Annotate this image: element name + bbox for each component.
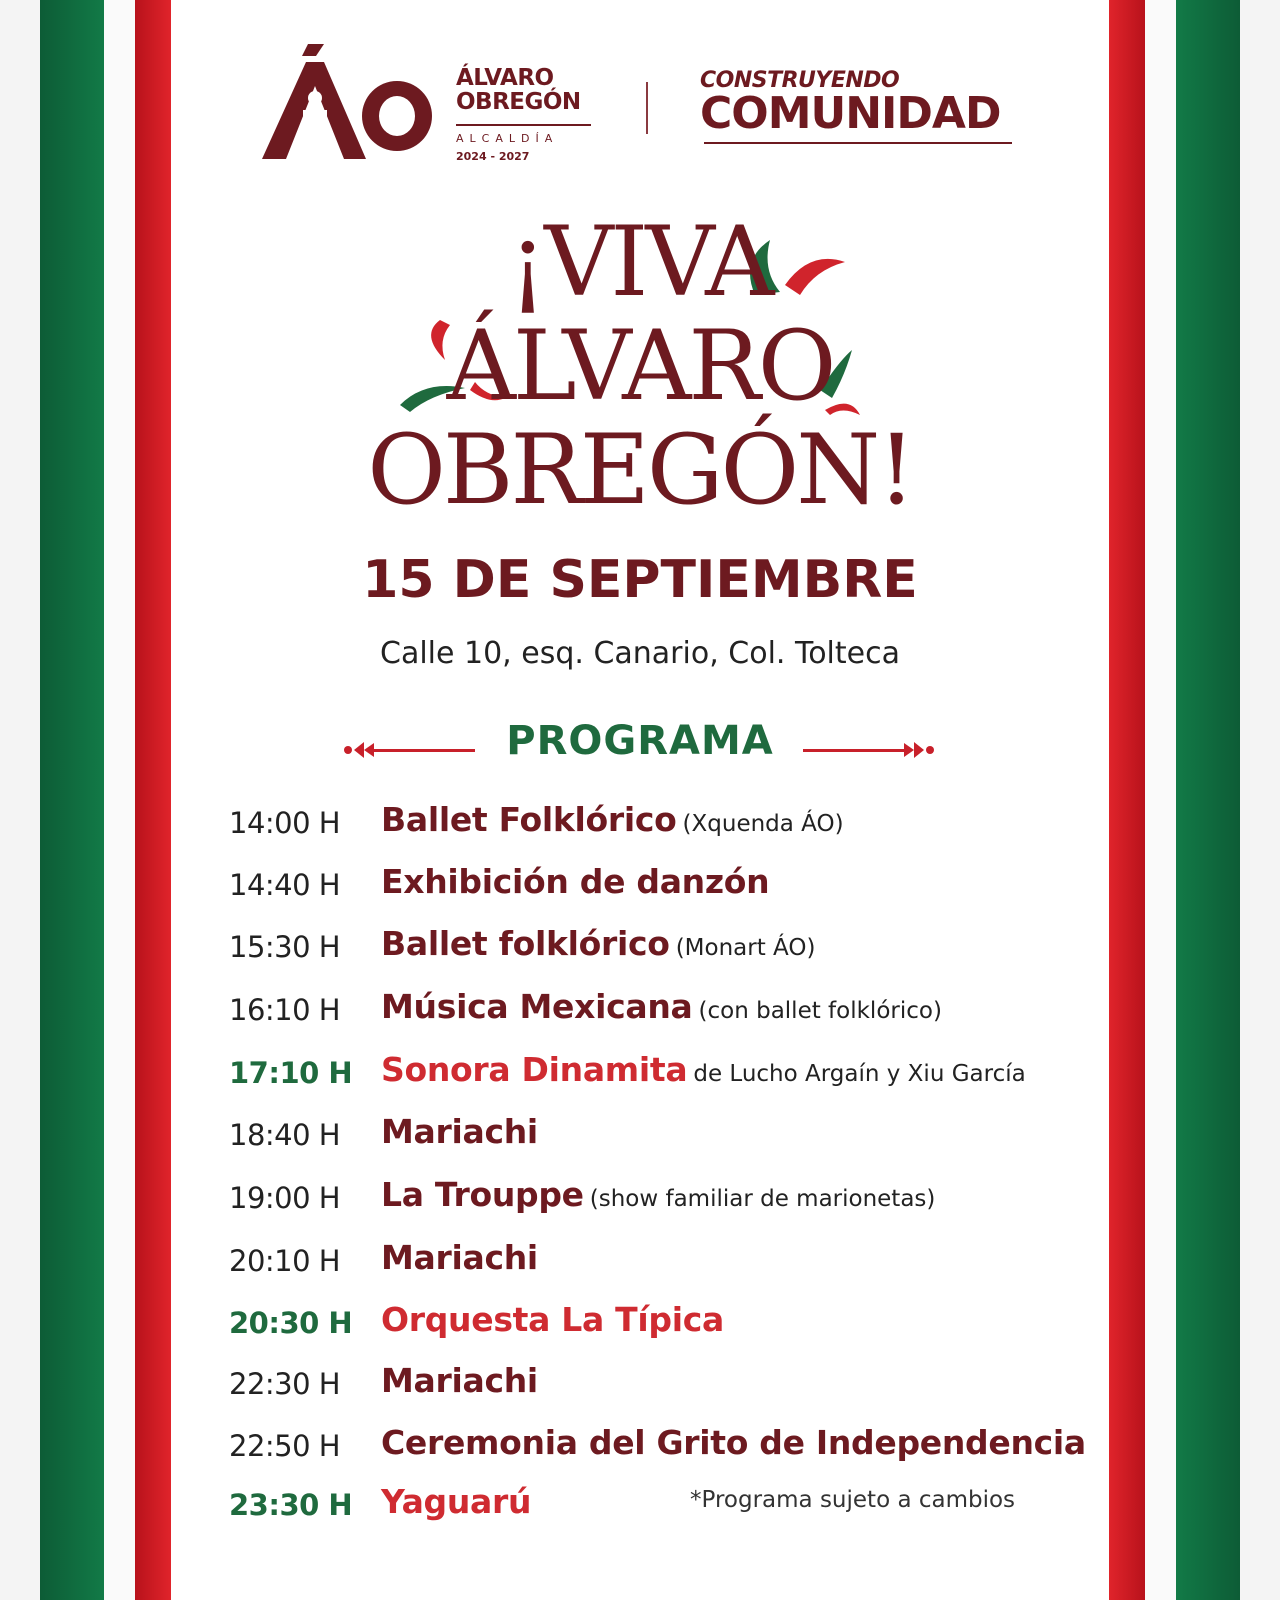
border-white-left bbox=[104, 0, 135, 1600]
schedule-row bbox=[229, 1361, 1109, 1411]
row-act: Exhibición de danzón bbox=[381, 862, 770, 901]
border-green-right bbox=[1176, 0, 1240, 1600]
row-act: Música Mexicana bbox=[381, 987, 693, 1026]
main-title bbox=[300, 200, 980, 530]
event-date: 15 DE SEPTIEMBRE bbox=[362, 550, 918, 610]
row-time: 16:10 H bbox=[229, 993, 341, 1027]
schedule-row bbox=[229, 1423, 1109, 1473]
logo-name: ÁLVARO OBREGÓN bbox=[456, 65, 581, 115]
row-time: 14:40 H bbox=[229, 868, 341, 902]
logo-underline bbox=[456, 124, 591, 126]
alcaldia-logo-mark bbox=[262, 44, 432, 164]
row-time: 20:30 H bbox=[229, 1306, 353, 1340]
row-time: 20:10 H bbox=[229, 1244, 341, 1278]
row-note: (show familiar de marionetas) bbox=[589, 1186, 936, 1212]
row-time: 14:00 H bbox=[229, 806, 341, 840]
schedule-row bbox=[229, 987, 1109, 1037]
logo-subtitle: ALCALDÍA bbox=[456, 132, 559, 145]
row-act: Ballet Folklórico bbox=[381, 800, 677, 839]
schedule-row bbox=[229, 1175, 1109, 1225]
campaign-underline bbox=[704, 142, 1012, 144]
row-note: (Monart ÁO) bbox=[675, 935, 816, 961]
header-divider bbox=[646, 82, 648, 134]
row-act: Orquesta La Típica bbox=[381, 1300, 724, 1339]
schedule-row bbox=[229, 924, 1109, 974]
row-act: Ballet folklórico bbox=[381, 924, 670, 963]
row-act: Sonora Dinamita bbox=[381, 1050, 688, 1089]
schedule-row-highlight bbox=[229, 1050, 1109, 1100]
schedule-row bbox=[229, 1112, 1109, 1162]
row-act: Mariachi bbox=[381, 1361, 538, 1400]
row-time: 22:30 H bbox=[229, 1367, 341, 1401]
row-note: (con ballet folklórico) bbox=[698, 998, 942, 1024]
row-time: 19:00 H bbox=[229, 1181, 341, 1215]
event-address: Calle 10, esq. Canario, Col. Tolteca bbox=[380, 636, 900, 671]
title-line-3: OBREGÓN! bbox=[367, 414, 913, 526]
row-time: 17:10 H bbox=[229, 1056, 353, 1090]
border-white-left-outer bbox=[0, 0, 40, 1600]
schedule-row bbox=[229, 1238, 1109, 1288]
program-footnote: *Programa sujeto a cambios bbox=[690, 1487, 1016, 1513]
title-line-1: ¡VIVA bbox=[508, 206, 772, 318]
row-act: Ceremonia del Grito de Independencia bbox=[381, 1423, 1086, 1462]
campaign-main-text: COMUNIDAD bbox=[700, 88, 1001, 139]
title-line-2: ÁLVARO bbox=[446, 310, 834, 422]
row-time: 18:40 H bbox=[229, 1118, 341, 1152]
row-act: Yaguarú bbox=[381, 1482, 532, 1521]
schedule-row-highlight bbox=[229, 1300, 1109, 1350]
row-act: Mariachi bbox=[381, 1238, 538, 1277]
row-time: 23:30 H bbox=[229, 1488, 353, 1522]
row-time: 15:30 H bbox=[229, 930, 341, 964]
campaign-top-text: CONSTRUYENDO bbox=[700, 68, 900, 93]
programa-heading: PROGRAMA bbox=[506, 718, 774, 764]
border-white-right bbox=[1145, 0, 1176, 1600]
row-note: (Xquenda ÁO) bbox=[682, 811, 844, 837]
row-act: Mariachi bbox=[381, 1112, 538, 1151]
ornament-right-icon bbox=[803, 740, 938, 760]
row-time: 22:50 H bbox=[229, 1429, 341, 1463]
row-act: La Trouppe bbox=[381, 1175, 584, 1214]
schedule-row bbox=[229, 862, 1109, 912]
border-green-left bbox=[40, 0, 104, 1600]
schedule-row bbox=[229, 800, 1109, 850]
logo-years: 2024 - 2027 bbox=[456, 150, 530, 163]
border-red-left bbox=[135, 0, 171, 1600]
row-note: de Lucho Argaín y Xiu García bbox=[693, 1061, 1026, 1087]
border-red-right bbox=[1109, 0, 1145, 1600]
border-white-right-outer bbox=[1240, 0, 1280, 1600]
